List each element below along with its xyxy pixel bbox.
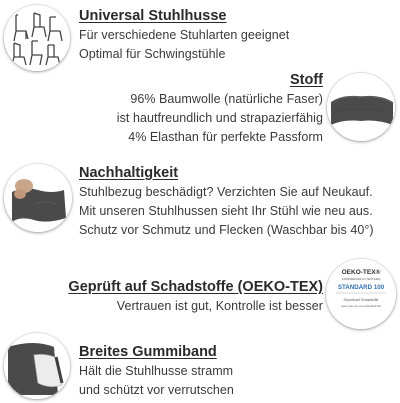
feature-line: Für verschiedene Stuhlarten geeignet: [79, 28, 290, 42]
feature-line: Stuhlbezug beschädigt? Verzichten Sie auf Neukauf.: [79, 185, 373, 199]
oeko-tex-badge: [326, 259, 396, 329]
oeko-sub-text: Geprüft auf Schadstoffe: [343, 298, 379, 302]
feature-line: Hält die Stuhlhusse stramm: [79, 364, 234, 378]
feature-title-oeko-tex: Geprüft auf Schadstoffe (OEKO-TEX): [68, 279, 323, 295]
feature-line: Optimal für Schwingstühle: [79, 47, 226, 61]
feature-line: und schützt vor verrutschen: [79, 383, 234, 397]
feature-title-nachhaltigkeit: Nachhaltigkeit: [79, 165, 179, 181]
oeko-url-text: www.oeko-tex.com/standard100: [341, 304, 381, 308]
feature-title-gummiband: Breites Gummiband: [79, 344, 217, 360]
oeko-standard-text: STANDARD 100: [337, 284, 385, 291]
feature-line: 4% Elasthan für perfekte Passform: [128, 130, 323, 144]
oeko-brand-text: OEKO-TEX®: [341, 269, 381, 276]
feature-title-stoff: Stoff: [289, 72, 323, 88]
feature-line: Mit unseren Stuhlhussen sieht Ihr Stühl wie neu aus.: [79, 204, 373, 218]
feature-line: Schutz vor Schmutz und Flecken (Waschbar bis 40°): [79, 223, 374, 237]
feature-title-universal: Universal Stuhlhusse: [79, 8, 227, 24]
fabric-icon: [327, 73, 395, 141]
oeko-tagline-text: CONFIDENCE IN TEXTILES: [341, 277, 381, 281]
chairs-icon: [4, 5, 70, 71]
elastic-band-icon: [4, 333, 70, 399]
feature-line: Vertrauen ist gut, Kontrolle ist besser: [116, 299, 323, 313]
feature-line: 96% Baumwolle (natürliche Faser): [130, 92, 323, 106]
feature-line: ist hautfreundlich und strapazierfähig: [116, 111, 323, 125]
stretch-cover-icon: [4, 164, 72, 232]
